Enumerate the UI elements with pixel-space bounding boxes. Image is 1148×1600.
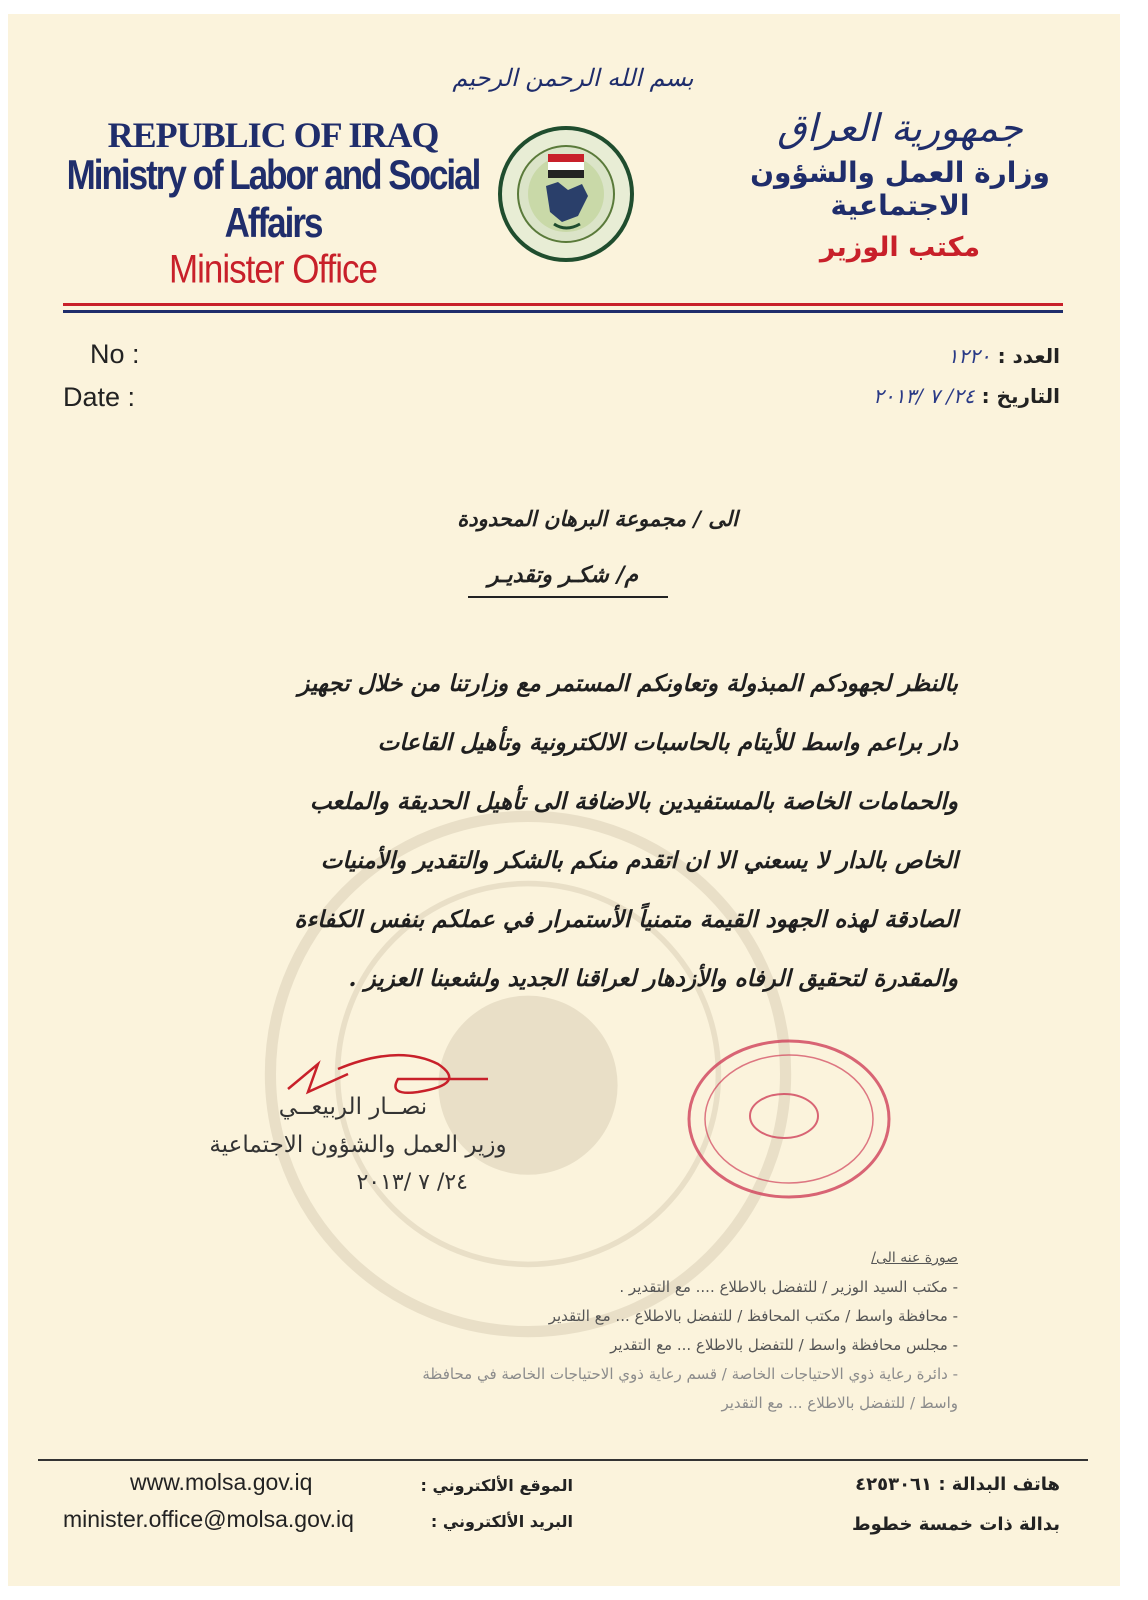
footer-email[interactable]: minister.office@molsa.gov.iq [63,1506,354,1532]
cc-heading: صورة عنه الى/ [871,1250,958,1266]
footer-phone-label: هاتف البدالة : [938,1474,1060,1495]
body-line: بالنظر لجهودكم المبذولة وتعاونكم المستمر مع وزارتنا من خلال تجهيز [298,670,958,697]
ar-office-title: مكتب الوزير [819,232,981,263]
body-line: والحمامات الخاصة بالمستفيدين بالاضافة الى تأهيل الحديقة والملعب [309,788,958,815]
ar-ministry-title: وزارة العمل والشؤون الاجتماعية [750,156,1050,222]
ar-no-row [948,344,1060,368]
letter-body [168,654,958,1008]
en-office-title: Minister Office [168,247,378,292]
footer-email-label: البريد الألكتروني : [430,1512,573,1531]
footer-website[interactable]: www.molsa.gov.iq [130,1469,313,1495]
en-no-label: No : [90,339,140,369]
ar-no-label: العدد : [997,344,1060,368]
body-line: الخاص بالدار لا يسعني الا ان اتقدم منكم بالشكر والتقدير والأمنيات [320,847,958,874]
basmala: بسم الله الرحمن الرحيم [452,64,694,92]
en-republic-title: REPUBLIC OF IRAQ [107,115,439,155]
english-letterhead [63,114,483,290]
cc-item: - محافظة واسط / مكتب المحافظ / للتفضل بالاطلاع ... مع التقدير [548,1307,958,1325]
subject-underline [468,596,668,598]
body-line: والمقدرة لتحقيق الرفاه والأزدهار لعراقنا الجديد ولشعبنا العزيز . [348,965,958,992]
header-rule-red [63,303,1063,306]
recipient-line: الى / مجموعة البرهان المحدودة [457,506,738,531]
body-line: الصادقة لهذه الجهود القيمة متمنياً الأستمرار في عملكم بنفس الكفاءة [294,906,958,933]
footer-rule [38,1459,1088,1461]
cc-item: - مكتب السيد الوزير / للتفضل بالاطلاع .... مع التقدير . [619,1278,958,1296]
footer-phone-value: ٤٢٥٣٠٦١ [855,1474,933,1495]
ar-date-row [873,384,1060,408]
footer-exchange-note: بدالة ذات خمسة خطوط [851,1514,1060,1535]
signatory-title: وزير العمل والشؤون الاجتماعية [209,1132,507,1158]
cc-item: - مجلس محافظة واسط / للتفضل بالاطلاع ... مع التقدير [610,1336,958,1354]
arabic-letterhead [735,106,1065,263]
minister-office-stamp-icon [684,1034,894,1204]
carbon-copy-list [168,1244,958,1418]
signatory-name: نصــار الربيعــي [278,1094,428,1120]
ar-no-value: ١٢٢٠ [947,344,991,368]
footer-phone [855,1474,1060,1495]
signature-date: ٢٤/ ٧ /٢٠١٣ [356,1170,468,1195]
footer-website-label: الموقع الألكتروني : [420,1476,573,1495]
ar-date-value: ٢٤/ ٧ /٢٠١٣ [873,384,975,408]
letter-page [8,14,1120,1586]
body-line: دار براعم واسط للأيتام بالحاسبات الالكترونية وتأهيل القاعات [377,729,958,756]
ministry-seal-icon [496,124,636,264]
header-rule-blue [63,310,1063,313]
en-date-label: Date : [63,382,136,412]
en-ministry-title: Ministry of Labor and Social Affairs [66,152,480,247]
ar-republic-title: جمهورية العراق [777,106,1023,150]
ar-date-label: التاريخ : [981,384,1060,408]
cc-item: - دائرة رعاية ذوي الاحتياجات الخاصة / قسم رعاية ذوي الاحتياجات الخاصة في محافظة [422,1365,958,1383]
subject-line: م/ شكـر وتقديـر [487,562,639,588]
cc-item: واسط / للتفضل بالاطلاع ... مع التقدير [721,1394,958,1412]
